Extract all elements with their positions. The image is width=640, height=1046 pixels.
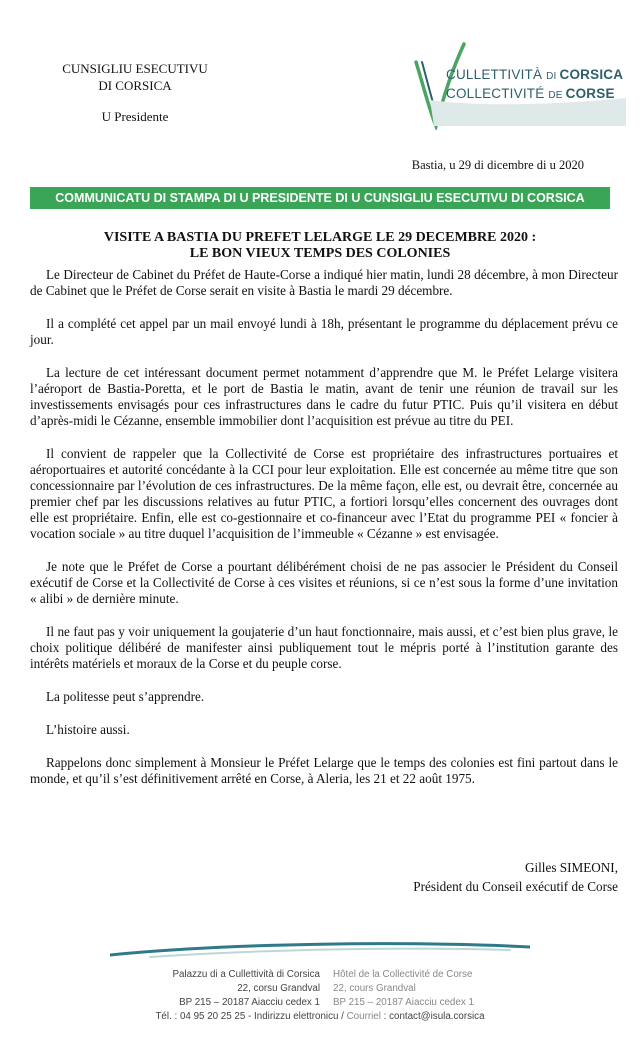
document-body: [30, 267, 618, 804]
body-paragraph: La lecture de cet intéressant document permet notamment d’apprendre que M. le Préfet Lelarge visitera l’aéroport de Bastia-Poretta, et le port de Bastia le matin, avant de tenir une réunion de travail sur les investissements envisagés pour ces infrastructures dans le cadre du futur PTIC. Puis qu’il visitera en début d’après-midi le Cézanne, ensemble immobilier dont l’acquisition est prévue au titre du PEI.: [30, 365, 618, 428]
footer-email-link[interactable]: contact@isula.corsica: [389, 1011, 485, 1022]
body-paragraph: Il a complété cet appel par un mail envoyé lundi à 18h, présentant le programme du déplacement prévu ce jour.: [30, 316, 618, 347]
document-title: [30, 230, 610, 262]
footer-address-corsu: Palazzu di a Cullettività di Corsica 22, corsu Grandval BP 215 – 20187 Aiacciu cedex 1: [172, 969, 320, 1008]
body-paragraph: Il ne faut pas y voir uniquement la goujaterie d’un haut fonctionnaire, mais aussi, et c’est bien plus grave, le choix politique délibéré de manifester ainsi publiquement tout le mépris porté à l’institution garante des intérêts matériels et moraux de la Corse et du peuple corse.: [30, 624, 618, 671]
collectivite-logo: [412, 40, 627, 130]
issuer-line1: CUNSIGLIU ESECUTIVU: [62, 61, 208, 76]
footer-address-francais: Hôtel de la Collectivité de Corse 22, cours Grandval BP 215 – 20187 Aiacciu cedex 1: [333, 969, 474, 1008]
body-paragraph: Rappelons donc simplement à Monsieur le Préfet Lelarge que le temps des colonies est fini partout dans le monde, et qu’il s’est définitivement arrêté en Corse, à Aleria, les 21 et 22 août 1975.: [30, 755, 618, 786]
logo-wordmark: [446, 66, 623, 104]
logo-line-francais: COLLECTIVITÉ DE CORSE: [446, 86, 615, 101]
title-line1: VISITE A BASTIA DU PREFET LELARGE LE 29 DECEMBRE 2020 :: [103, 230, 537, 245]
logo-line-corsu: CULLETTIVITÀ DI CORSICA: [446, 67, 624, 82]
issuer-role: U Presidente: [101, 109, 169, 124]
footer-phone: Tél. : 04 95 20 25 25: [155, 1011, 246, 1022]
signatory-role: Président du Conseil exécutif de Corse: [413, 879, 618, 894]
signature-block: [413, 858, 618, 896]
signatory-name: Gilles SIMEONI,: [524, 860, 618, 875]
issuer-line2: DI CORSICA: [98, 78, 172, 93]
date-line: Bastia, u 29 di dicembre di u 2020: [411, 158, 584, 172]
body-paragraph: L’histoire aussi.: [46, 722, 130, 737]
body-paragraph: Le Directeur de Cabinet du Préfet de Haute-Corse a indiqué hier matin, lundi 28 décembre, à mon Directeur de Cabinet que le Préfet de Corse serait en visite à Bastia le mardi 29 décembre.: [30, 267, 618, 298]
body-paragraph: Il convient de rappeler que la Collectivité de Corse est propriétaire des infrastructures portuaires et aéroportuaires et autorité concédante à la CCI pour leur exploitation. Elle est concernée au même titre que son concessionnaire par l’évolution de ces infrastructures. De la même façon, elle est, ou devrait être, concernée au premier chef par les discussions relatives au futur PTIC, a fortiori lorsqu’elles concernent des ouvrages dont elle est propriétaire. Enfin, elle est co-gestionnaire et co-financeur avec l’Etat du programme PEI « foncier à vocation sociale » au titre duquel l’acquisition de l’immeuble « Cézanne » est envisagée.: [30, 446, 618, 541]
press-release-banner: COMMUNICATU DI STAMPA DI U PRESIDENTE DI U CUNSIGLIU ESECUTIVU DI CORSICA: [30, 187, 610, 209]
footer-contact-line: Tél. : 04 95 20 25 25 - Indirizzu elettronicu / Courriel : contact@isula.corsica: [155, 1011, 485, 1022]
title-line2: LE BON VIEUX TEMPS DES COLONIES: [189, 246, 451, 261]
issuer-block: [40, 60, 230, 125]
footer-swoosh-icon: [110, 935, 530, 961]
body-paragraph: Je note que le Préfet de Corse a pourtant délibérément choisi de ne pas associer le Président du Conseil exécutif de Corse et la Collectivité de Corse à ces visites et réunions, si ce n’est sous la forme d’une invitation « alibi » de dernière minute.: [30, 559, 618, 606]
body-paragraph: La politesse peut s’apprendre.: [46, 689, 205, 704]
